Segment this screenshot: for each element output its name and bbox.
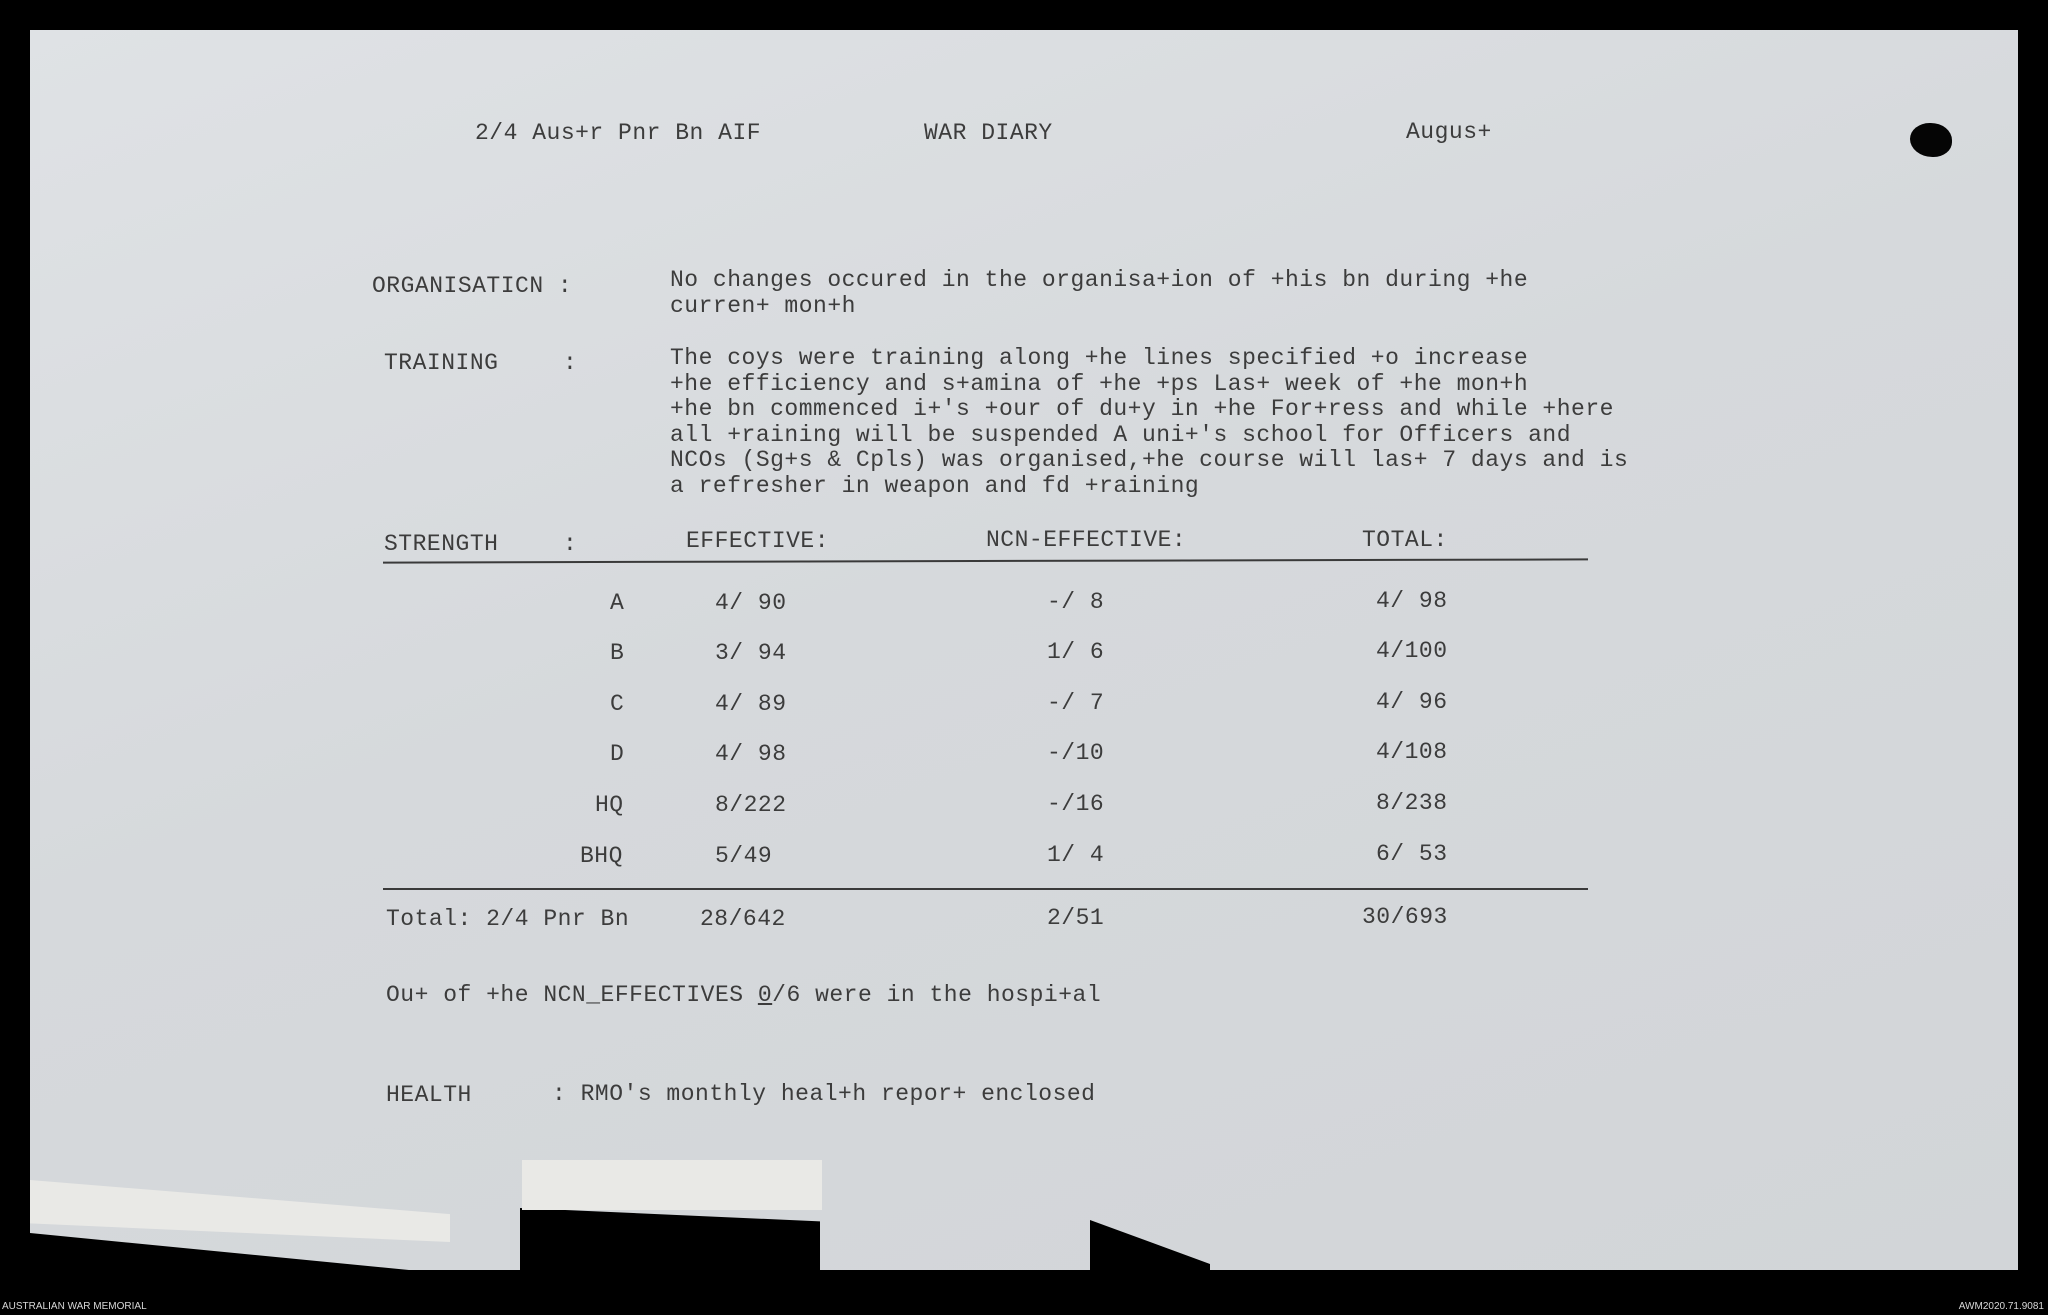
row-unit: HQ (595, 792, 624, 818)
row-effective: 5/49 (715, 843, 773, 869)
footer-institution: AUSTRALIAN WAR MEMORIAL (2, 1301, 147, 1312)
health-text: : RMO's monthly heal+h repor+ enclosed (552, 1081, 1096, 1107)
hospital-note-value: 0 (757, 982, 773, 1008)
row-total: 4/100 (1376, 638, 1448, 664)
training-line: The coys were training along +he lines specified +o increase (670, 345, 1529, 371)
document-title: WAR DIARY (924, 120, 1053, 146)
training-line: a refresher in weapon and fd +raining (670, 472, 1200, 499)
organisation-text (670, 268, 1528, 319)
training-line: +he bn commenced i+'s +our of du+y in +he For+ress and while +here (670, 396, 1614, 422)
row-non-effective: 1/ 4 (1047, 842, 1105, 868)
row-non-effective: -/ 8 (1047, 589, 1105, 615)
row-total: 8/238 (1376, 790, 1448, 816)
column-header-total: TOTAL: (1362, 527, 1448, 553)
row-effective: 4/ 98 (715, 741, 787, 767)
table-bottom-rule (383, 888, 1588, 890)
column-header-non-effective: NCN-EFFECTIVE: (986, 527, 1187, 553)
health-label: HEALTH (386, 1082, 472, 1108)
row-effective: 4/ 89 (715, 691, 787, 717)
row-unit: A (610, 590, 625, 616)
training-text (670, 346, 1628, 499)
footer-accession: AWM2020.71.9081 (1958, 1301, 2044, 1312)
row-total: 4/108 (1376, 739, 1448, 765)
training-label: TRAINING (384, 350, 499, 376)
total-label: Total: 2/4 Pnr Bn (386, 906, 630, 932)
row-non-effective: -/16 (1047, 791, 1105, 817)
total-non-effective: 2/51 (1047, 905, 1105, 931)
row-unit: C (610, 691, 625, 717)
organisation-line: curren+ mon+h (670, 292, 856, 319)
unit-name: 2/4 Aus+r Pnr Bn AIF (475, 120, 762, 146)
hospital-note-suffix: /6 were in the hospi+al (772, 982, 1102, 1008)
month: Augus+ (1406, 119, 1492, 145)
punch-hole (1910, 123, 1952, 157)
row-non-effective: -/10 (1047, 740, 1105, 766)
training-colon: : (563, 350, 578, 376)
row-effective: 8/222 (715, 792, 787, 818)
column-header-effective: EFFECTIVE: (686, 528, 830, 554)
hospital-note (386, 984, 1101, 1007)
row-unit: B (610, 640, 625, 666)
row-total: 6/ 53 (1376, 841, 1448, 867)
organisation-line: No changes occured in the organisa+ion of +his bn during +he (670, 267, 1529, 293)
hospital-note-prefix: Ou+ of +he NCN_EFFECTIVES (386, 982, 758, 1008)
training-line: NCOs (Sg+s & Cpls) was organised,+he course will las+ 7 days and is (670, 447, 1629, 473)
strength-label: STRENGTH (384, 531, 499, 557)
strength-colon: : (563, 531, 578, 557)
training-line: +he efficiency and s+amina of +he +ps Las+ week of +he mon+h (670, 370, 1529, 397)
row-total: 4/ 98 (1376, 588, 1448, 614)
organisation-label: ORGANISATICN : (372, 273, 573, 299)
row-non-effective: -/ 7 (1047, 690, 1105, 716)
total-effective: 28/642 (700, 906, 786, 932)
row-non-effective: 1/ 6 (1047, 639, 1105, 665)
torn-flap (522, 1160, 822, 1210)
training-line: all +raining will be suspended A uni+'s school for Officers and (670, 421, 1572, 448)
row-total: 4/ 96 (1376, 689, 1448, 715)
row-effective: 3/ 94 (715, 640, 787, 666)
row-effective: 4/ 90 (715, 590, 787, 616)
total-total: 30/693 (1362, 904, 1448, 930)
row-unit: BHQ (580, 843, 623, 869)
row-unit: D (610, 741, 625, 767)
